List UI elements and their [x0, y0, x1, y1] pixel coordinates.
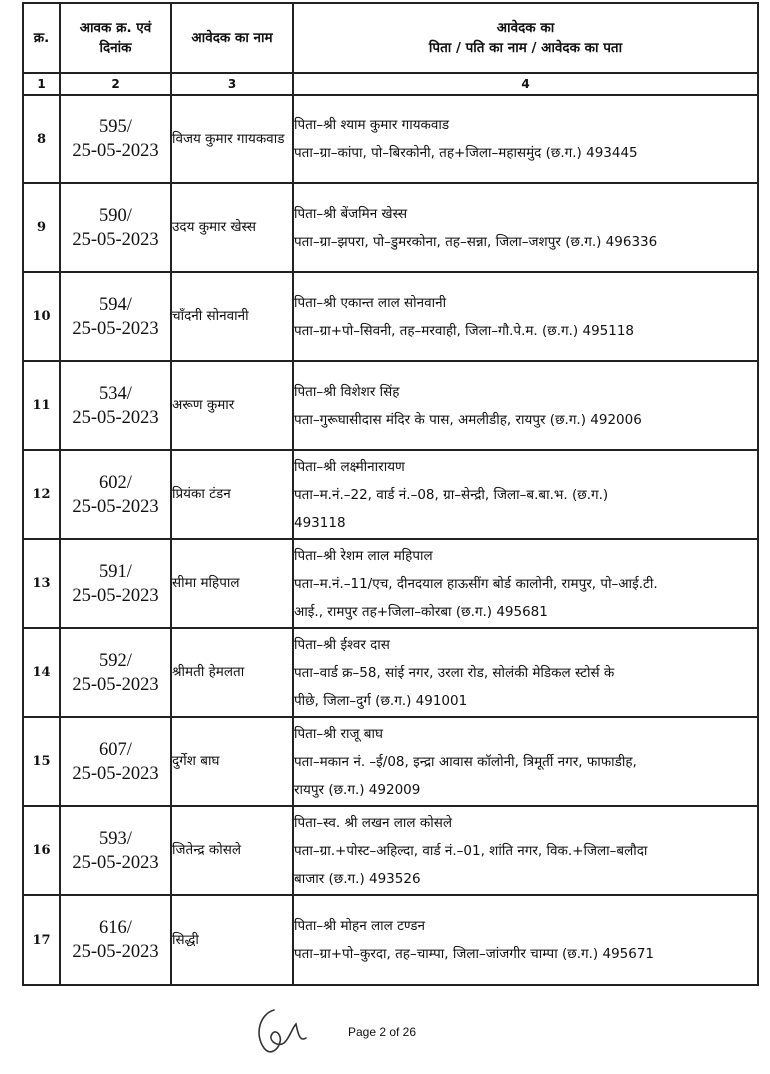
inward-date: 25-05-2023 [72, 852, 159, 873]
father-name-line: पिता–श्री ईश्वर दास [294, 636, 390, 653]
row-serial-number: 11 [23, 361, 60, 450]
table-row [23, 628, 758, 717]
row-applicant-details [293, 95, 758, 183]
row-applicant-details [293, 272, 758, 361]
row-inward-number-date [60, 539, 171, 628]
header-inward-line1: आवक क्र. एवं [79, 20, 152, 36]
father-name-line: पिता–श्री श्याम कुमार गायकवाड [294, 117, 450, 133]
column-number-1: 1 [23, 73, 60, 95]
row-applicant-name: जितेन्द्र कोसले [171, 806, 293, 895]
row-applicant-name: सीमा महिपाल [171, 539, 293, 628]
row-inward-number-date [60, 183, 171, 272]
table-row [23, 717, 758, 806]
inward-number: 616/ [99, 918, 132, 938]
row-applicant-name: प्रियंका टंडन [171, 450, 293, 539]
address-line: पीछे, जिला–दुर्ग (छ.ग.) 491001 [294, 692, 468, 709]
father-name-line: पिता–श्री एकान्त लाल सोनवानी [294, 294, 447, 311]
column-number-3: 3 [171, 73, 293, 95]
table-header-row [23, 3, 758, 73]
address-line: पता–गुरूघासीदास मंदिर के पास, अमलीडीह, रायपुर (छ.ग.) 492006 [294, 411, 642, 428]
inward-date: 25-05-2023 [72, 407, 159, 428]
inward-date: 25-05-2023 [72, 674, 159, 695]
table-row [23, 272, 758, 361]
header-applicant-details [293, 3, 758, 73]
column-number-4: 4 [293, 73, 758, 95]
inward-number: 602/ [99, 472, 132, 493]
row-inward-number-date [60, 895, 171, 985]
row-applicant-name: दुर्गेश बाघ [171, 717, 293, 806]
row-inward-number-date [60, 628, 171, 717]
row-applicant-details [293, 895, 758, 985]
address-line: पता–ग्रा+पो–सिवनी, तह–मरवाही, जिला–गौ.पे.म. (छ.ग.) 495118 [294, 322, 635, 339]
header-applicant-name [171, 3, 293, 73]
page-number: Page 2 of 26 [347, 1025, 417, 1039]
inward-number: 594/ [99, 294, 132, 315]
inward-date: 25-05-2023 [72, 763, 159, 784]
father-name-line: पिता–श्री लक्ष्मीनारायण [294, 458, 405, 475]
table-row [23, 183, 758, 272]
table-row [23, 539, 758, 628]
father-name-line: पिता–श्री मोहन लाल टण्डन [294, 918, 425, 934]
header-serial-label: क्र. [33, 30, 50, 46]
address-line: बाजार (छ.ग.) 493526 [294, 870, 421, 887]
row-applicant-details [293, 717, 758, 806]
row-inward-number-date [60, 717, 171, 806]
father-name-line: पिता–श्री बेंजमिन खेस्स [294, 205, 408, 222]
table-row [23, 450, 758, 539]
inward-date: 25-05-2023 [72, 942, 159, 962]
address-line: 493118 [294, 514, 346, 531]
address-line: पता–ग्रा–झपरा, पो–डुमरकोना, तह–सन्ना, जिला–जशपुर (छ.ग.) 496336 [294, 233, 658, 250]
row-applicant-details [293, 806, 758, 895]
inward-number: 595/ [99, 117, 132, 137]
table-row [23, 895, 758, 985]
row-applicant-details [293, 183, 758, 272]
address-line: पता–म.नं.–22, वार्ड नं.–08, ग्रा–सेन्द्री, जिला–ब.बा.भ. (छ.ग.) [294, 486, 609, 503]
inward-date: 25-05-2023 [72, 496, 159, 517]
row-serial-number: 8 [23, 95, 60, 183]
row-inward-number-date [60, 450, 171, 539]
row-serial-number: 16 [23, 806, 60, 895]
inward-date: 25-05-2023 [72, 585, 159, 606]
inward-date: 25-05-2023 [72, 318, 159, 339]
row-applicant-name: सिद्धी [171, 895, 293, 985]
inward-number: 593/ [99, 828, 132, 849]
row-serial-number: 13 [23, 539, 60, 628]
address-line: आई., रामपुर तह+जिला–कोरबा (छ.ग.) 495681 [294, 603, 548, 620]
inward-number: 591/ [99, 561, 132, 582]
row-serial-number: 14 [23, 628, 60, 717]
column-number-row [23, 73, 758, 95]
row-applicant-name: चाँदनी सोनवानी [171, 272, 293, 361]
row-inward-number-date [60, 361, 171, 450]
address-line: पता–ग्रा.+पोस्ट–अहिल्दा, वार्ड नं.–01, शांति नगर, विक.+जिला–बलौदा [294, 842, 648, 859]
applicant-register-table [22, 2, 759, 986]
row-serial-number: 9 [23, 183, 60, 272]
header-details-line2: पिता / पति का नाम / आवेदक का पता [428, 40, 623, 56]
table-body [23, 95, 758, 985]
row-serial-number: 17 [23, 895, 60, 985]
inward-date: 25-05-2023 [72, 229, 159, 250]
address-line: पता–ग्रा+पो–कुरदा, तह–चाम्पा, जिला–जांजगीर चाम्पा (छ.ग.) 495671 [294, 946, 655, 962]
father-name-line: पिता–श्री राजू बाघ [294, 725, 383, 742]
row-applicant-details [293, 450, 758, 539]
table-row [23, 95, 758, 183]
row-inward-number-date [60, 95, 171, 183]
header-inward-number-date [60, 3, 171, 73]
row-applicant-details [293, 361, 758, 450]
table-row [23, 806, 758, 895]
row-serial-number: 15 [23, 717, 60, 806]
row-serial-number: 12 [23, 450, 60, 539]
inward-number: 590/ [99, 205, 132, 226]
row-inward-number-date [60, 806, 171, 895]
address-line: पता–म.नं.–11/एच, दीनदयाल हाऊसींग बोर्ड कालोनी, रामपुर, पो–आई.टी. [294, 575, 658, 592]
header-inward-line2: दिनांक [99, 40, 132, 56]
column-number-2: 2 [60, 73, 171, 95]
row-inward-number-date [60, 272, 171, 361]
row-applicant-name: श्रीमती हेमलता [171, 628, 293, 717]
header-name-label: आवेदक का नाम [191, 30, 273, 46]
address-line: रायपुर (छ.ग.) 492009 [294, 781, 421, 798]
row-serial-number: 10 [23, 272, 60, 361]
header-details-line1: आवेदक का [496, 20, 555, 36]
row-applicant-details [293, 539, 758, 628]
row-applicant-name: विजय कुमार गायकवाड [171, 95, 293, 183]
row-applicant-name: अरूण कुमार [171, 361, 293, 450]
father-name-line: पिता–स्व. श्री लखन लाल कोसले [294, 814, 453, 831]
inward-number: 534/ [99, 383, 132, 404]
header-serial-number [23, 3, 60, 73]
table-row [23, 361, 758, 450]
address-line: पता–वार्ड क्र–58, सांई नगर, उरला रोड, सोलंकी मेडिकल स्टोर्स के [294, 664, 615, 681]
inward-number: 607/ [99, 739, 132, 760]
signature-mark [252, 998, 312, 1058]
inward-number: 592/ [99, 650, 132, 671]
inward-date: 25-05-2023 [72, 141, 159, 161]
address-line: पता–ग्रा–कांपा, पो–बिरकोनी, तह+जिला–महासमुंद (छ.ग.) 493445 [294, 145, 638, 161]
father-name-line: पिता–श्री विशेशर सिंह [294, 383, 400, 400]
row-applicant-details [293, 628, 758, 717]
father-name-line: पिता–श्री रेशम लाल महिपाल [294, 547, 433, 564]
row-applicant-name: उदय कुमार खेस्स [171, 183, 293, 272]
address-line: पता–मकान नं. –ई/08, इन्द्रा आवास कॉलोनी, त्रिमूर्ती नगर, फाफाडीह, [294, 753, 637, 770]
